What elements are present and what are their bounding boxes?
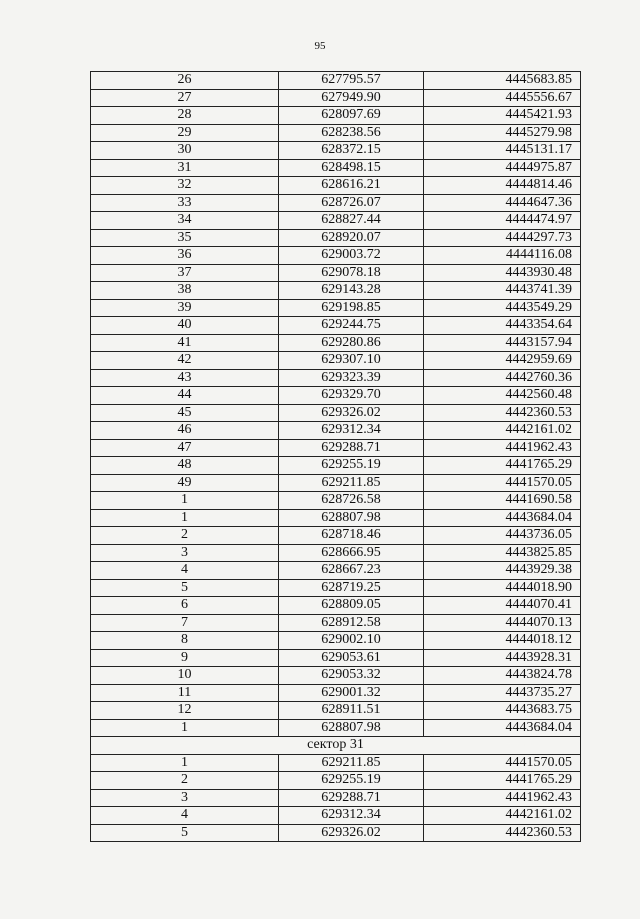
- coordinates-table-body: [91, 72, 581, 842]
- x-coordinate-cell: 629312.34: [279, 807, 424, 825]
- y-coordinate-cell: 4443683.75: [424, 702, 581, 720]
- y-coordinate-cell: 4443824.78: [424, 667, 581, 685]
- y-coordinate-cell: 4444018.12: [424, 632, 581, 650]
- y-coordinate-cell: 4442161.02: [424, 422, 581, 440]
- x-coordinate-cell: 628666.95: [279, 544, 424, 562]
- table-row: [91, 824, 581, 842]
- point-number-cell: 46: [91, 422, 279, 440]
- point-number-cell: 45: [91, 404, 279, 422]
- table-row: [91, 142, 581, 160]
- x-coordinate-cell: 629307.10: [279, 352, 424, 370]
- point-number-cell: 5: [91, 579, 279, 597]
- x-coordinate-cell: 628097.69: [279, 107, 424, 125]
- y-coordinate-cell: 4443929.38: [424, 562, 581, 580]
- table-row: [91, 474, 581, 492]
- y-coordinate-cell: 4445421.93: [424, 107, 581, 125]
- y-coordinate-cell: 4443354.64: [424, 317, 581, 335]
- table-row: [91, 422, 581, 440]
- table-row: [91, 352, 581, 370]
- table-row: [91, 229, 581, 247]
- table-row: [91, 754, 581, 772]
- y-coordinate-cell: 4444814.46: [424, 177, 581, 195]
- table-row: [91, 544, 581, 562]
- table-row: [91, 334, 581, 352]
- x-coordinate-cell: 629053.32: [279, 667, 424, 685]
- point-number-cell: 3: [91, 544, 279, 562]
- section-row: [91, 737, 581, 755]
- table-row: [91, 89, 581, 107]
- point-number-cell: 7: [91, 614, 279, 632]
- x-coordinate-cell: 628827.44: [279, 212, 424, 230]
- y-coordinate-cell: 4444070.41: [424, 597, 581, 615]
- point-number-cell: 41: [91, 334, 279, 352]
- y-coordinate-cell: 4444474.97: [424, 212, 581, 230]
- x-coordinate-cell: 629326.02: [279, 404, 424, 422]
- x-coordinate-cell: 629255.19: [279, 772, 424, 790]
- y-coordinate-cell: 4445131.17: [424, 142, 581, 160]
- point-number-cell: 37: [91, 264, 279, 282]
- x-coordinate-cell: 628719.25: [279, 579, 424, 597]
- x-coordinate-cell: 629002.10: [279, 632, 424, 650]
- table-row: [91, 702, 581, 720]
- y-coordinate-cell: 4443684.04: [424, 509, 581, 527]
- y-coordinate-cell: 4444647.36: [424, 194, 581, 212]
- x-coordinate-cell: 629323.39: [279, 369, 424, 387]
- table-row: [91, 614, 581, 632]
- table-row: [91, 527, 581, 545]
- x-coordinate-cell: 629211.85: [279, 474, 424, 492]
- y-coordinate-cell: 4443157.94: [424, 334, 581, 352]
- x-coordinate-cell: 628238.56: [279, 124, 424, 142]
- y-coordinate-cell: 4444116.08: [424, 247, 581, 265]
- table-row: [91, 159, 581, 177]
- point-number-cell: 40: [91, 317, 279, 335]
- x-coordinate-cell: 629078.18: [279, 264, 424, 282]
- table-row: [91, 667, 581, 685]
- point-number-cell: 6: [91, 597, 279, 615]
- y-coordinate-cell: 4443741.39: [424, 282, 581, 300]
- y-coordinate-cell: 4444018.90: [424, 579, 581, 597]
- y-coordinate-cell: 4444297.73: [424, 229, 581, 247]
- point-number-cell: 28: [91, 107, 279, 125]
- y-coordinate-cell: 4443825.85: [424, 544, 581, 562]
- point-number-cell: 1: [91, 492, 279, 510]
- y-coordinate-cell: 4443928.31: [424, 649, 581, 667]
- x-coordinate-cell: 629255.19: [279, 457, 424, 475]
- y-coordinate-cell: 4441962.43: [424, 439, 581, 457]
- table-row: [91, 247, 581, 265]
- x-coordinate-cell: 628807.98: [279, 719, 424, 737]
- coordinates-table: [90, 71, 581, 842]
- table-row: [91, 124, 581, 142]
- point-number-cell: 11: [91, 684, 279, 702]
- point-number-cell: 34: [91, 212, 279, 230]
- y-coordinate-cell: 4441962.43: [424, 789, 581, 807]
- x-coordinate-cell: 629143.28: [279, 282, 424, 300]
- y-coordinate-cell: 4443930.48: [424, 264, 581, 282]
- x-coordinate-cell: 629288.71: [279, 439, 424, 457]
- x-coordinate-cell: 628372.15: [279, 142, 424, 160]
- y-coordinate-cell: 4441570.05: [424, 474, 581, 492]
- x-coordinate-cell: 627949.90: [279, 89, 424, 107]
- point-number-cell: 2: [91, 527, 279, 545]
- x-coordinate-cell: 629001.32: [279, 684, 424, 702]
- point-number-cell: 48: [91, 457, 279, 475]
- x-coordinate-cell: 628920.07: [279, 229, 424, 247]
- point-number-cell: 3: [91, 789, 279, 807]
- point-number-cell: 32: [91, 177, 279, 195]
- x-coordinate-cell: 628807.98: [279, 509, 424, 527]
- point-number-cell: 42: [91, 352, 279, 370]
- y-coordinate-cell: 4441690.58: [424, 492, 581, 510]
- x-coordinate-cell: 629053.61: [279, 649, 424, 667]
- x-coordinate-cell: 628809.05: [279, 597, 424, 615]
- x-coordinate-cell: 628498.15: [279, 159, 424, 177]
- y-coordinate-cell: 4443549.29: [424, 299, 581, 317]
- table-row: [91, 404, 581, 422]
- y-coordinate-cell: 4443736.05: [424, 527, 581, 545]
- point-number-cell: 8: [91, 632, 279, 650]
- table-row: [91, 649, 581, 667]
- y-coordinate-cell: 4441765.29: [424, 772, 581, 790]
- y-coordinate-cell: 4443735.27: [424, 684, 581, 702]
- y-coordinate-cell: 4445279.98: [424, 124, 581, 142]
- point-number-cell: 27: [91, 89, 279, 107]
- point-number-cell: 31: [91, 159, 279, 177]
- table-row: [91, 772, 581, 790]
- table-row: [91, 457, 581, 475]
- point-number-cell: 35: [91, 229, 279, 247]
- x-coordinate-cell: 629244.75: [279, 317, 424, 335]
- point-number-cell: 30: [91, 142, 279, 160]
- y-coordinate-cell: 4442360.53: [424, 824, 581, 842]
- point-number-cell: 4: [91, 562, 279, 580]
- table-row: [91, 789, 581, 807]
- table-row: [91, 369, 581, 387]
- x-coordinate-cell: 628726.58: [279, 492, 424, 510]
- table-row: [91, 562, 581, 580]
- point-number-cell: 26: [91, 72, 279, 90]
- x-coordinate-cell: 628616.21: [279, 177, 424, 195]
- point-number-cell: 44: [91, 387, 279, 405]
- point-number-cell: 9: [91, 649, 279, 667]
- x-coordinate-cell: 629198.85: [279, 299, 424, 317]
- table-row: [91, 299, 581, 317]
- table-row: [91, 719, 581, 737]
- table-row: [91, 492, 581, 510]
- x-coordinate-cell: 629312.34: [279, 422, 424, 440]
- x-coordinate-cell: 628726.07: [279, 194, 424, 212]
- x-coordinate-cell: 629326.02: [279, 824, 424, 842]
- x-coordinate-cell: 629003.72: [279, 247, 424, 265]
- x-coordinate-cell: 629288.71: [279, 789, 424, 807]
- table-row: [91, 212, 581, 230]
- y-coordinate-cell: 4444070.13: [424, 614, 581, 632]
- point-number-cell: 1: [91, 719, 279, 737]
- point-number-cell: 12: [91, 702, 279, 720]
- point-number-cell: 1: [91, 509, 279, 527]
- y-coordinate-cell: 4445556.67: [424, 89, 581, 107]
- point-number-cell: 29: [91, 124, 279, 142]
- x-coordinate-cell: 629329.70: [279, 387, 424, 405]
- section-label: сектор 31: [91, 737, 581, 755]
- table-row: [91, 194, 581, 212]
- page-number: 95: [314, 40, 326, 52]
- point-number-cell: 4: [91, 807, 279, 825]
- table-row: [91, 807, 581, 825]
- y-coordinate-cell: 4445683.85: [424, 72, 581, 90]
- table-row: [91, 177, 581, 195]
- y-coordinate-cell: 4443684.04: [424, 719, 581, 737]
- table-row: [91, 509, 581, 527]
- table-row: [91, 579, 581, 597]
- point-number-cell: 2: [91, 772, 279, 790]
- x-coordinate-cell: 628911.51: [279, 702, 424, 720]
- point-number-cell: 1: [91, 754, 279, 772]
- point-number-cell: 36: [91, 247, 279, 265]
- table-row: [91, 439, 581, 457]
- y-coordinate-cell: 4441570.05: [424, 754, 581, 772]
- y-coordinate-cell: 4442560.48: [424, 387, 581, 405]
- y-coordinate-cell: 4442161.02: [424, 807, 581, 825]
- y-coordinate-cell: 4444975.87: [424, 159, 581, 177]
- y-coordinate-cell: 4442959.69: [424, 352, 581, 370]
- x-coordinate-cell: 629211.85: [279, 754, 424, 772]
- table-row: [91, 317, 581, 335]
- table-row: [91, 684, 581, 702]
- point-number-cell: 43: [91, 369, 279, 387]
- point-number-cell: 49: [91, 474, 279, 492]
- x-coordinate-cell: 628718.46: [279, 527, 424, 545]
- table-row: [91, 72, 581, 90]
- point-number-cell: 38: [91, 282, 279, 300]
- x-coordinate-cell: 627795.57: [279, 72, 424, 90]
- table-row: [91, 282, 581, 300]
- table-row: [91, 387, 581, 405]
- point-number-cell: 5: [91, 824, 279, 842]
- table-row: [91, 597, 581, 615]
- point-number-cell: 10: [91, 667, 279, 685]
- point-number-cell: 33: [91, 194, 279, 212]
- x-coordinate-cell: 628912.58: [279, 614, 424, 632]
- x-coordinate-cell: 629280.86: [279, 334, 424, 352]
- y-coordinate-cell: 4442360.53: [424, 404, 581, 422]
- table-row: [91, 107, 581, 125]
- table-row: [91, 632, 581, 650]
- table-row: [91, 264, 581, 282]
- point-number-cell: 47: [91, 439, 279, 457]
- y-coordinate-cell: 4442760.36: [424, 369, 581, 387]
- x-coordinate-cell: 628667.23: [279, 562, 424, 580]
- y-coordinate-cell: 4441765.29: [424, 457, 581, 475]
- point-number-cell: 39: [91, 299, 279, 317]
